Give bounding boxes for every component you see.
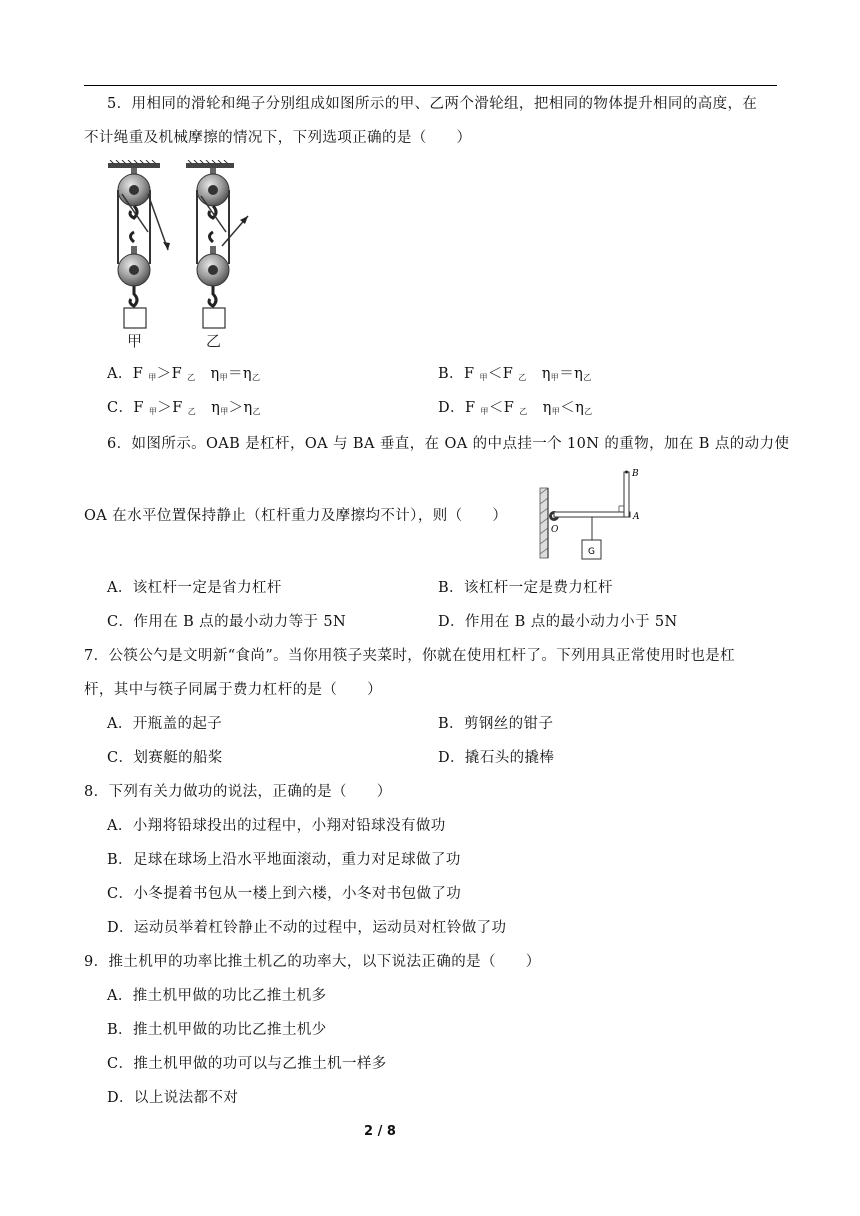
q6-stem-line1: 6．如图所示。OAB 是杠杆，OA 与 BA 垂直，在 OA 的中点挂一个 10N 的重物，加在 B 点的动力使 bbox=[107, 436, 790, 452]
q9-stem: 9．推土机甲的功率比推土机乙的功率大，以下说法正确的是（ ） bbox=[84, 954, 541, 970]
q6-option-b: B．该杠杆一定是费力杠杆 bbox=[438, 580, 613, 596]
q9-option-a: A．推土机甲做的功比乙推土机多 bbox=[107, 988, 327, 1004]
q6-stem-line2: OA 在水平位置保持静止（杠杆重力及摩擦均不计），则（ ） bbox=[84, 508, 508, 524]
lever-label-o: O bbox=[551, 525, 559, 535]
header-rule bbox=[84, 85, 777, 86]
q6-option-a: A．该杠杆一定是省力杠杆 bbox=[107, 580, 282, 596]
lever-label-g: G bbox=[588, 547, 595, 557]
q7-option-c: C．划赛艇的船桨 bbox=[107, 750, 223, 766]
page-number: 2 / 8 bbox=[364, 1124, 396, 1139]
q8-stem: 8．下列有关力做功的说法，正确的是（ ） bbox=[84, 784, 392, 800]
fig-label-yi: 乙 bbox=[206, 332, 222, 350]
q5-stem-line1: 5．用相同的滑轮和绳子分别组成如图所示的甲、乙两个滑轮组，把相同的物体提升相同的高度，在 bbox=[107, 96, 758, 112]
q9-option-c: C．推土机甲做的功可以与乙推土机一样多 bbox=[107, 1056, 387, 1072]
q7-option-b: B．剪钢丝的钳子 bbox=[438, 716, 554, 732]
q8-option-a: A．小翔将铅球投出的过程中，小翔对铅球没有做功 bbox=[107, 818, 446, 834]
q8-option-c: C．小冬提着书包从一楼上到六楼，小冬对书包做了功 bbox=[107, 886, 462, 902]
q7-option-d: D．撬石头的撬棒 bbox=[438, 750, 555, 766]
pulley-systems-figure bbox=[100, 160, 265, 352]
pulley-system-jia bbox=[108, 160, 170, 328]
q7-stem-line2: 杆，其中与筷子同属于费力杠杆的是（ ） bbox=[84, 682, 382, 698]
q5-option-c: C．F $_甲$＞F $_乙$ $\eta_甲>\eta_乙$ bbox=[107, 400, 262, 416]
pulley-system-yi bbox=[186, 160, 248, 328]
q5-stem-line2: 不计绳重及机械摩擦的情况下，下列选项正确的是（ ） bbox=[84, 130, 472, 146]
lever-label-a: A bbox=[633, 512, 640, 522]
q7-option-a: A．开瓶盖的起子 bbox=[107, 716, 223, 732]
lever-label-b: B bbox=[632, 469, 639, 479]
q5-option-b: B．F $_甲$＜F $_乙$ $\eta_甲=\eta_乙$ bbox=[438, 366, 592, 382]
q9-option-d: D．以上说法都不对 bbox=[107, 1090, 239, 1106]
q8-option-b: B．足球在球场上沿水平地面滚动，重力对足球做了功 bbox=[107, 852, 461, 868]
lever-figure bbox=[536, 464, 646, 566]
q8-option-d: D．运动员举着杠铃静止不动的过程中，运动员对杠铃做了功 bbox=[107, 920, 507, 936]
q9-option-b: B．推土机甲做的功比乙推土机少 bbox=[107, 1022, 327, 1038]
q6-option-d: D．作用在 B 点的最小动力小于 5N bbox=[438, 614, 678, 630]
q5-option-d: D．F $_甲$＜F $_乙$ $\eta_甲<\eta_乙$ bbox=[438, 400, 593, 416]
q5-option-a: A．F $_甲$＞F $_乙$ $\eta_甲=\eta_乙$ bbox=[107, 366, 261, 382]
fig-label-jia: 甲 bbox=[127, 332, 143, 350]
q7-stem-line1: 7．公筷公勺是文明新“食尚”。当你用筷子夹菜时，你就在使用杠杆了。下列用具正常使用时也是杠 bbox=[84, 648, 736, 664]
q6-option-c: C．作用在 B 点的最小动力等于 5N bbox=[107, 614, 347, 630]
